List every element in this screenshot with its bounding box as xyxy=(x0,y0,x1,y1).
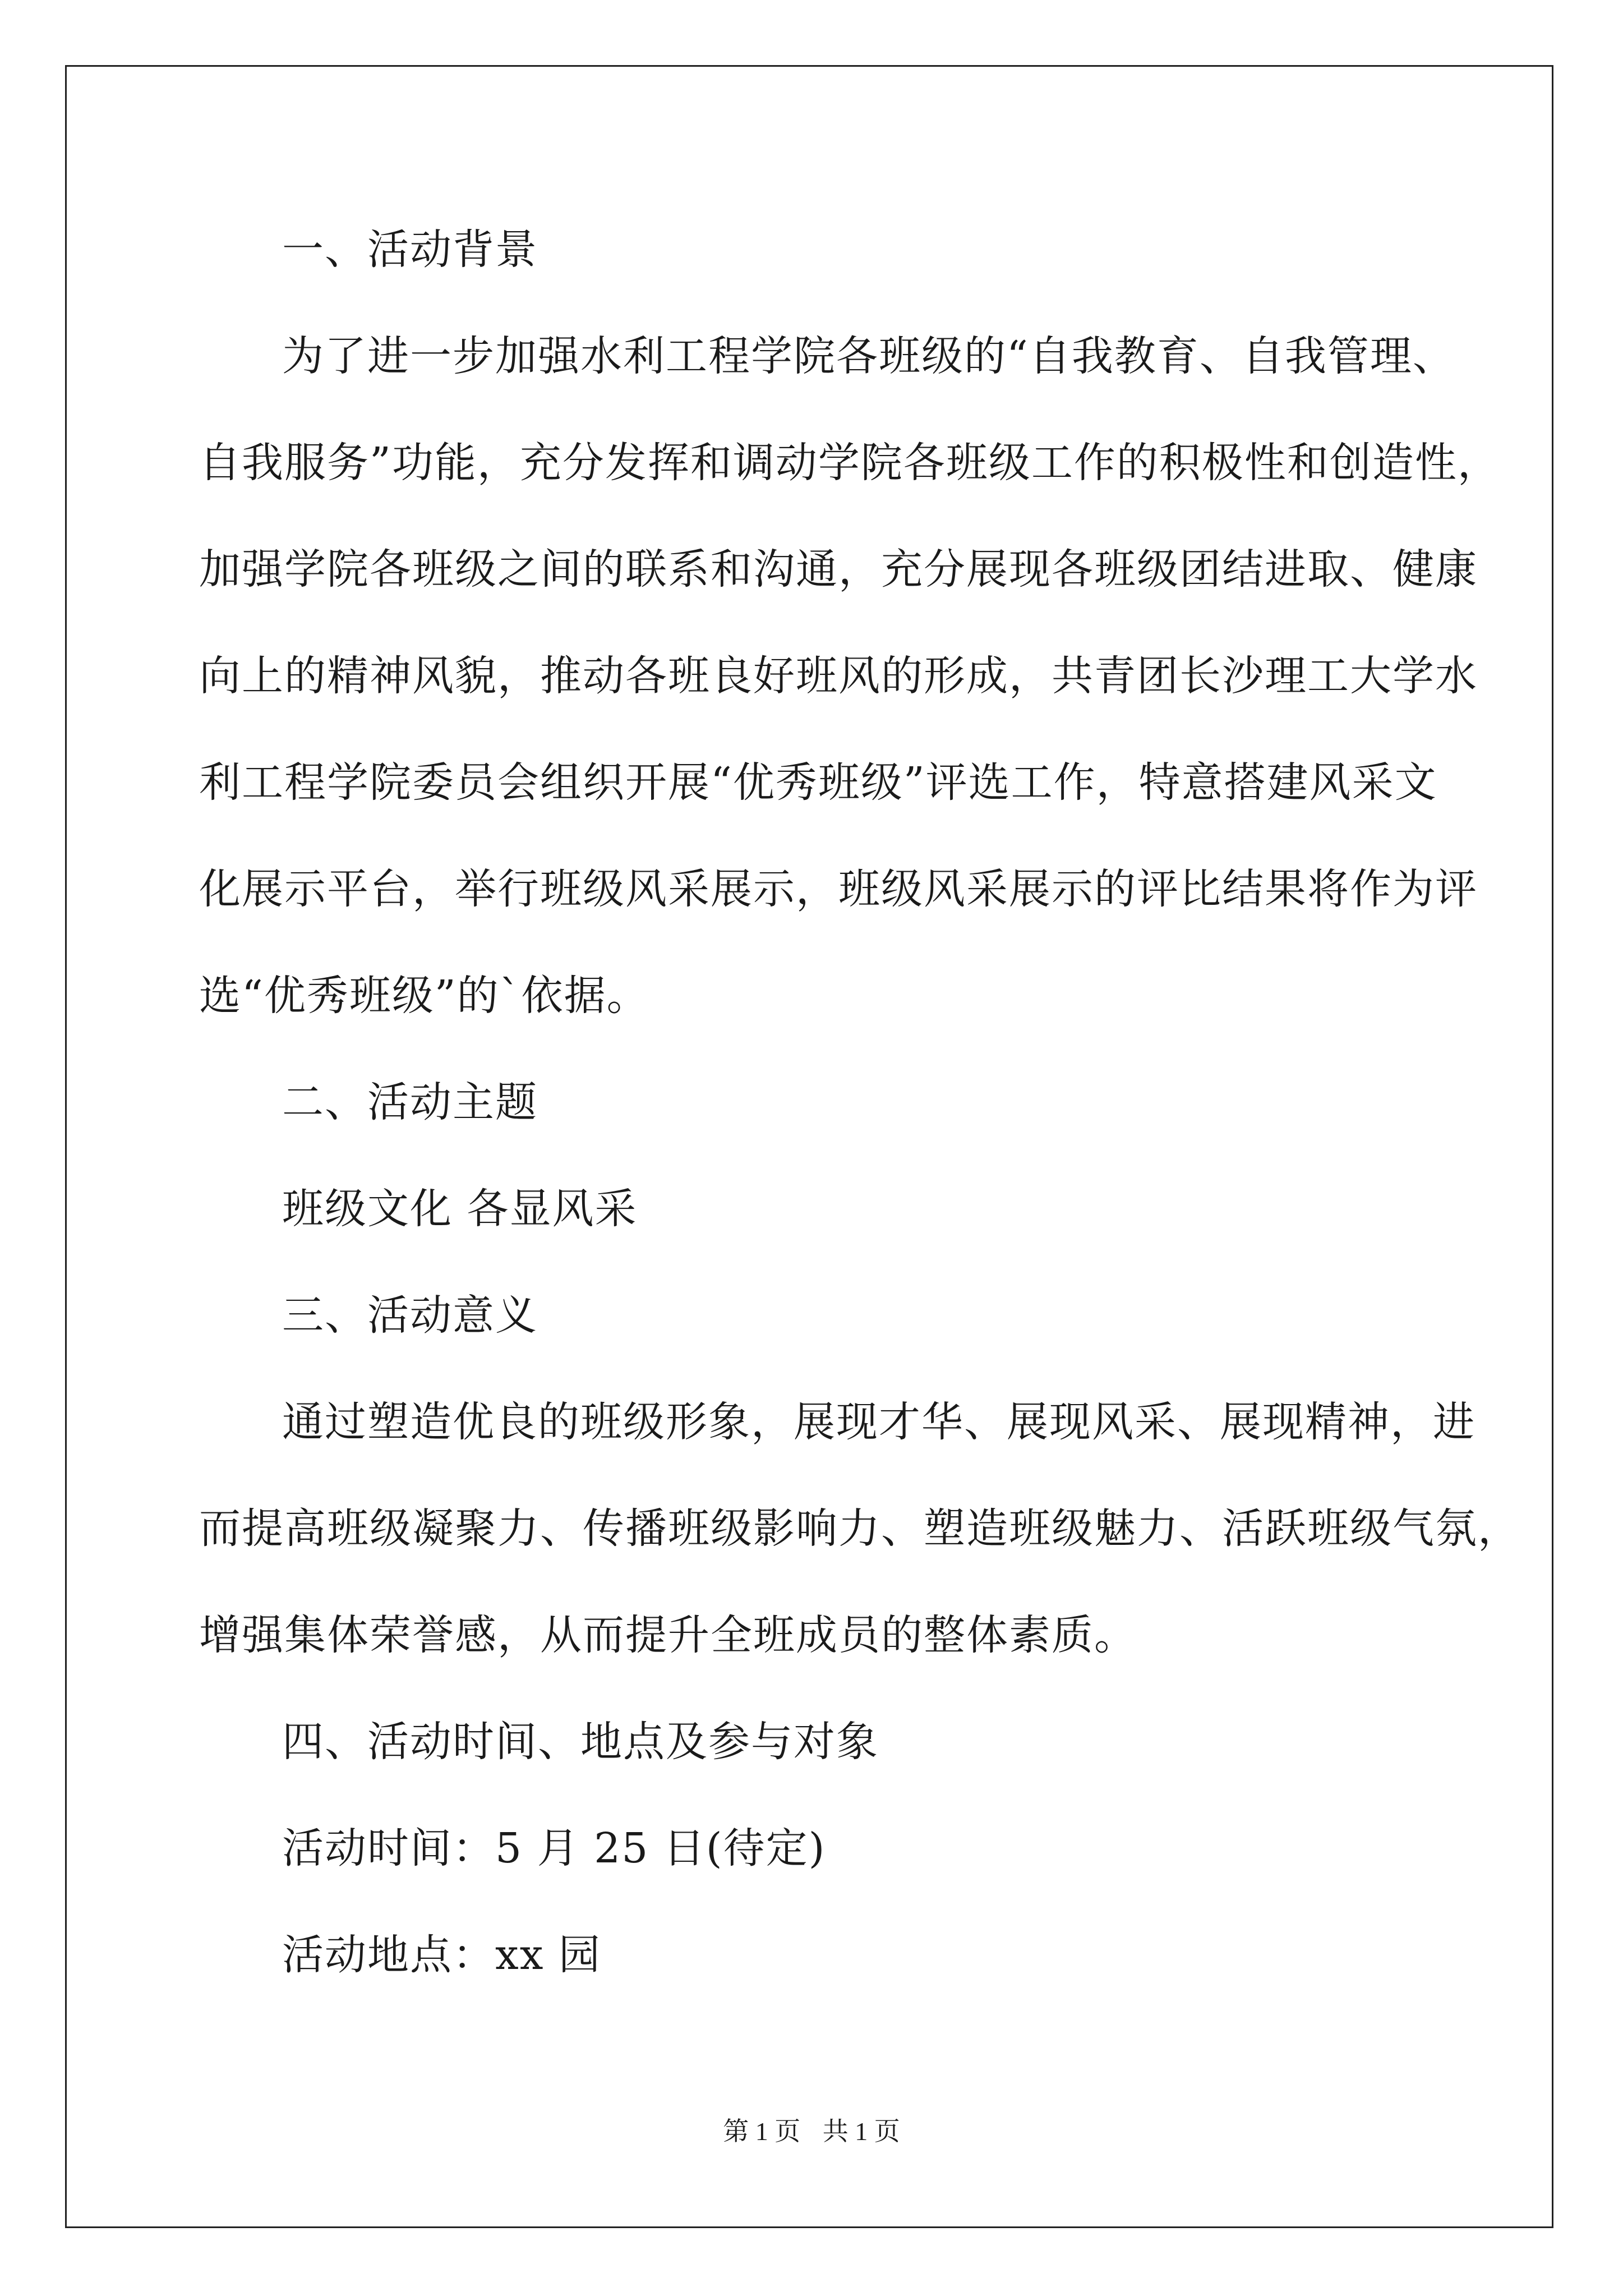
paragraph-line: 而提高班级凝聚力、传播班级影响力、塑造班级魅力、活跃班级气氛， xyxy=(199,1504,1520,1553)
activity-place: 活动地点：xx 园 xyxy=(282,1931,601,1979)
activity-time: 活动时间：5 月 25 日(待定) xyxy=(282,1824,826,1872)
paragraph-line: 选“优秀班级”的`依据。 xyxy=(199,972,649,1020)
paragraph-line: 为了进一步加强水利工程学院各班级的“自我教育、自我管理、 xyxy=(282,332,1455,380)
section-heading-time-place: 四、活动时间、地点及参与对象 xyxy=(282,1718,879,1766)
section-heading-significance: 三、活动意义 xyxy=(282,1291,538,1340)
paragraph-line: 利工程学院委员会组织开展“优秀班级”评选工作，特意搭建风采文 xyxy=(199,758,1437,807)
paragraph-line: 增强集体荣誉感，从而提升全班成员的整体素质。 xyxy=(199,1611,1137,1659)
page-border xyxy=(65,65,1553,2228)
paragraph-line: 向上的精神风貌，推动各班良好班风的形成，共青团长沙理工大学水 xyxy=(199,652,1478,700)
page-total: 共 1 页 xyxy=(822,2117,900,2146)
section-heading-theme: 二、活动主题 xyxy=(282,1078,538,1126)
theme-text: 班级文化 各显风采 xyxy=(282,1185,638,1233)
paragraph-line: 加强学院各班级之间的联系和沟通，充分展现各班级团结进取、健康 xyxy=(199,545,1478,593)
page-number: 第 1 页 xyxy=(723,2117,801,2146)
page-footer xyxy=(0,2115,1623,2148)
paragraph-line: 化展示平台，举行班级风采展示，班级风采展示的评比结果将作为评 xyxy=(199,865,1478,913)
paragraph-line: 自我服务”功能，充分发挥和调动学院各班级工作的积极性和创造性， xyxy=(199,439,1500,487)
section-heading-background: 一、活动背景 xyxy=(282,226,538,274)
paragraph-line: 通过塑造优良的班级形象，展现才华、展现风采、展现精神，进 xyxy=(282,1398,1476,1446)
